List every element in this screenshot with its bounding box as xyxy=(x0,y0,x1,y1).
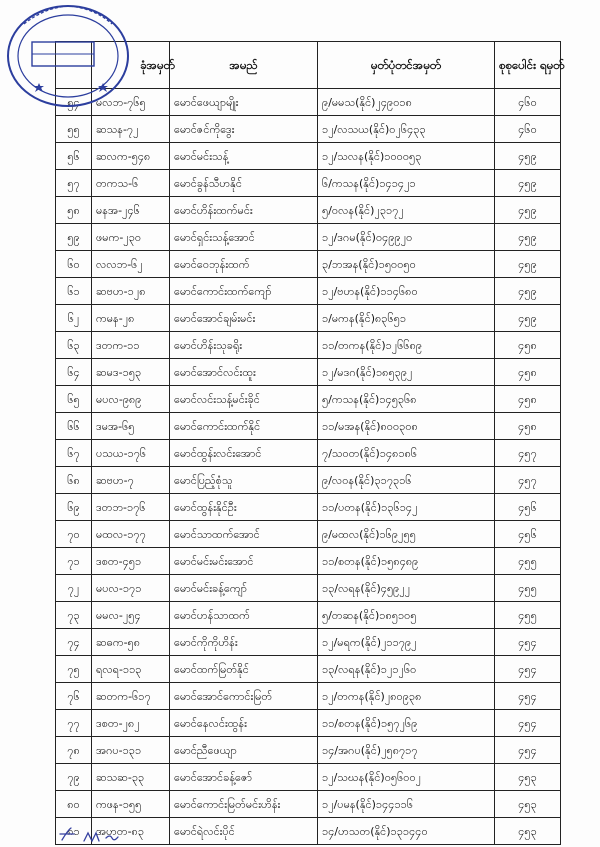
cell-name: မောင်ကောင်းထက်ကျော် xyxy=(170,278,318,305)
cell-name: မောင်လင်းသန့်မင်းခိုင် xyxy=(170,386,318,413)
cell-serial: ၆၃ xyxy=(56,332,92,359)
cell-serial: ၅၇ xyxy=(56,170,92,197)
table-row xyxy=(56,413,561,440)
cell-name: မောင်ဟန်သာထက် xyxy=(170,602,318,629)
cell-roll-number: မပလ-၁၇၁ xyxy=(92,575,170,602)
cell-serial: ၇၇ xyxy=(56,710,92,737)
cell-serial: ၇၁ xyxy=(56,548,92,575)
cell-total-score: ၄၅၃ xyxy=(495,818,561,845)
cell-total-score: ၄၅၉ xyxy=(495,143,561,170)
table-row xyxy=(56,224,561,251)
table-row xyxy=(56,359,561,386)
table-row xyxy=(56,278,561,305)
table-row xyxy=(56,305,561,332)
header-nrc: မှတ်ပုံတင်အမှတ် xyxy=(318,42,495,89)
cell-total-score: ၄၅၉ xyxy=(495,170,561,197)
cell-serial: ၆၉ xyxy=(56,494,92,521)
cell-name: မောင်ဇင်ကိုဒွေး xyxy=(170,116,318,143)
cell-serial: ၅၅ xyxy=(56,116,92,143)
cell-name: မောင်ဝေဘုန်းထက် xyxy=(170,251,318,278)
cell-roll-number: ဆဗဟ-၇ xyxy=(92,467,170,494)
cell-total-score: ၄၅၈ xyxy=(495,359,561,386)
cell-name: မောင်ထက်မြတ်နိုင် xyxy=(170,656,318,683)
table-row xyxy=(56,143,561,170)
cell-serial: ၇၃ xyxy=(56,602,92,629)
cell-roll-number: မမလ-၂၅၄ xyxy=(92,602,170,629)
table-row xyxy=(56,440,561,467)
cell-roll-number: မလဘ-၇၆၅ xyxy=(92,89,170,116)
table-row xyxy=(56,575,561,602)
cell-nrc: ၃/ဘအန(နိုင်)၁၅၀၀၅၀ xyxy=(318,251,495,278)
cell-name: မောင်သာထက်အောင် xyxy=(170,521,318,548)
cell-total-score: ၄၅၅ xyxy=(495,602,561,629)
cell-nrc: ၁၃/လရန(နိုင်)၁၂၁၂၆၀ xyxy=(318,656,495,683)
cell-serial: ၇၀ xyxy=(56,521,92,548)
cell-total-score: ၄၅၅ xyxy=(495,575,561,602)
cell-name: မောင်အောင်ချမ်းမင်း xyxy=(170,305,318,332)
table-row xyxy=(56,251,561,278)
cell-name: မောင်အောင်ခန့်ဇော် xyxy=(170,764,318,791)
cell-total-score: ၄၅၃ xyxy=(495,764,561,791)
cell-serial: ၇၆ xyxy=(56,683,92,710)
cell-name: မောင်မင်းခန့်ကျော် xyxy=(170,575,318,602)
table-row xyxy=(56,494,561,521)
cell-serial: ၇၄ xyxy=(56,629,92,656)
cell-total-score: ၄၅၄ xyxy=(495,683,561,710)
cell-total-score: ၄၅၃ xyxy=(495,791,561,818)
cell-roll-number: မပလ-၉၈၉ xyxy=(92,386,170,413)
cell-nrc: ၁၂/ဗဟန(နိုင်)၁၁၄၆၈၀ xyxy=(318,278,495,305)
table-row xyxy=(56,764,561,791)
cell-total-score: ၄၆၀ xyxy=(495,116,561,143)
cell-serial: ၇၈ xyxy=(56,737,92,764)
cell-name: မောင်ထွန်းနိုင်ဦး xyxy=(170,494,318,521)
cell-total-score: ၄၅၉ xyxy=(495,251,561,278)
cell-serial: ၅၉ xyxy=(56,224,92,251)
cell-serial: ၆၆ xyxy=(56,413,92,440)
cell-nrc: ၁၁/မအန(နိုင်)၈၀၀၃၀၈ xyxy=(318,413,495,440)
cell-nrc: ၅/တဆန(နိုင်)၁၈၅၁၀၅ xyxy=(318,602,495,629)
results-table xyxy=(55,41,565,845)
table-row xyxy=(56,791,561,818)
cell-serial: ၆၈ xyxy=(56,467,92,494)
cell-nrc: ၁၁/စတန(နိုင်)၁၅၈၄၈၉ xyxy=(318,548,495,575)
cell-nrc: ၉/လဝန(နိုင်)၃၁၇၃၁၆ xyxy=(318,467,495,494)
table-row xyxy=(56,683,561,710)
header-name: အမည် xyxy=(170,42,318,89)
cell-name: မောင်နေလင်းထွန်း xyxy=(170,710,318,737)
header-total-score: စုစုပေါင်း ရမှတ် xyxy=(495,42,561,89)
cell-roll-number: ဒတက-၁၁ xyxy=(92,332,170,359)
cell-name: မောင်ဟိန်းထက်မင်း xyxy=(170,197,318,224)
cell-name: မောင်ပြည့်စုံသူ xyxy=(170,467,318,494)
table-row xyxy=(56,332,561,359)
cell-name: မောင်ရှင်းသန့်အောင် xyxy=(170,224,318,251)
table-body xyxy=(56,89,561,845)
cell-total-score: ၄၅၉ xyxy=(495,278,561,305)
cell-nrc: ၉/မထလ(နိုင်)၁၆၉၂၅၅ xyxy=(318,521,495,548)
cell-serial: ၆၅ xyxy=(56,386,92,413)
cell-roll-number: မထလ-၁၇၇ xyxy=(92,521,170,548)
cell-total-score: ၄၅၄ xyxy=(495,737,561,764)
cell-nrc: ၅/ကသန(နိုင်)၁၄၅၃၆၈ xyxy=(318,386,495,413)
cell-roll-number: ကမန-၂၈ xyxy=(92,305,170,332)
table-row xyxy=(56,656,561,683)
cell-serial: ၇၉ xyxy=(56,764,92,791)
cell-nrc: ၁၂/တကန(နိုင်)၂၈၀၉၃၈ xyxy=(318,683,495,710)
cell-total-score: ၄၅၉ xyxy=(495,197,561,224)
table-row xyxy=(56,521,561,548)
table-row xyxy=(56,548,561,575)
cell-roll-number: ဆသဆ-၃၃ xyxy=(92,764,170,791)
table-row xyxy=(56,170,561,197)
cell-roll-number: ပသယ-၁၇၆ xyxy=(92,440,170,467)
cell-total-score: ၄၅၉ xyxy=(495,224,561,251)
cell-nrc: ၇/သဝတ(နိုင်)၁၄၈၁၈၆ xyxy=(318,440,495,467)
cell-nrc: ၁၃/လရန(နိုင်)၄၅၉၂၂ xyxy=(318,575,495,602)
cell-nrc: ၁၂/ပမန(နိုင်)၁၄၄၁၁၆ xyxy=(318,791,495,818)
cell-roll-number: ကဖန-၁၅၅ xyxy=(92,791,170,818)
cell-nrc: ၁၂/သလန(နိုင်)၁၀၀၀၅၃ xyxy=(318,143,495,170)
table-row xyxy=(56,116,561,143)
cell-total-score: ၄၅၅ xyxy=(495,548,561,575)
cell-roll-number: ဆလက-၅၄၈ xyxy=(92,143,170,170)
cell-name: မောင်မင်းမင်းအောင် xyxy=(170,548,318,575)
cell-total-score: ၄၅၆ xyxy=(495,521,561,548)
cell-name: မောင်ဖေယျာမျိုး xyxy=(170,89,318,116)
cell-total-score: ၄၅၉ xyxy=(495,305,561,332)
cell-nrc: ၁၄/အဂပ(နိုင်)၂၅၈၇၁၇ xyxy=(318,737,495,764)
cell-serial: ၆၄ xyxy=(56,359,92,386)
cell-total-score: ၄၅၈ xyxy=(495,413,561,440)
cell-roll-number: မနအ-၂၄၆ xyxy=(92,197,170,224)
table-row xyxy=(56,467,561,494)
cell-name: မောင်ရဲလင်းပိုင် xyxy=(170,818,318,845)
signature xyxy=(58,826,138,846)
cell-roll-number: တကသ-၆ xyxy=(92,170,170,197)
cell-serial: ၆၁ xyxy=(56,278,92,305)
cell-name: မောင်ကောင်းမြတ်မင်းဟိန်း xyxy=(170,791,318,818)
header-roll-number: ခုံအမှတ် xyxy=(92,42,170,89)
cell-nrc: ၁၁/ပတန(နိုင်)၁၃၆၁၄၂ xyxy=(318,494,495,521)
cell-serial: ၅၈ xyxy=(56,197,92,224)
cell-roll-number: ဆဗဟ-၁၂၈ xyxy=(92,278,170,305)
cell-name: မောင်ကောင်းထက်နိုင် xyxy=(170,413,318,440)
cell-nrc: ၁၁/တကန(နိုင်)၁၂၆၆၈၉ xyxy=(318,332,495,359)
table-row xyxy=(56,629,561,656)
cell-name: မောင်ကိုကိုဟိန်း xyxy=(170,629,318,656)
cell-nrc: ၁/မကန(နိုင်)၈၃၆၅၁ xyxy=(318,305,495,332)
cell-serial: ၆၀ xyxy=(56,251,92,278)
cell-nrc: ၉/မမသ(နိုင်)၂၄၉၀၁၈ xyxy=(318,89,495,116)
cell-serial: ၆၇ xyxy=(56,440,92,467)
cell-roll-number: ဖမက-၂၃၀ xyxy=(92,224,170,251)
cell-nrc: ၁၂/သဃန(နိုင်)၀၅၆၀၀၂ xyxy=(318,764,495,791)
cell-serial: ၇၂ xyxy=(56,575,92,602)
cell-roll-number: ဆမဒ-၁၅၃ xyxy=(92,359,170,386)
cell-total-score: ၄၅၇ xyxy=(495,440,561,467)
cell-serial: ၇၅ xyxy=(56,656,92,683)
cell-serial: ၅၆ xyxy=(56,143,92,170)
cell-roll-number: ဒစတ-၄၅၁ xyxy=(92,548,170,575)
cell-nrc: ၅/၀လန(နိုင်)၂၃၁၇၂ xyxy=(318,197,495,224)
cell-roll-number: ဒစတ-၂၈၂ xyxy=(92,710,170,737)
cell-roll-number: အဟတ-၈၃ xyxy=(92,818,170,845)
table-row xyxy=(56,386,561,413)
table-row xyxy=(56,197,561,224)
cell-nrc: ၁၂/မရက(နိုင်)၂၁၁၇၉၂ xyxy=(318,629,495,656)
cell-total-score: ၄၅၄ xyxy=(495,710,561,737)
cell-roll-number: အဂပ-၁၃၁ xyxy=(92,737,170,764)
cell-roll-number: လလဘ-၆၂ xyxy=(92,251,170,278)
cell-total-score: ၄၅၇ xyxy=(495,467,561,494)
cell-roll-number: ဒမအ-၆၅ xyxy=(92,413,170,440)
cell-name: မောင်ထွန်းလင်းအောင် xyxy=(170,440,318,467)
cell-nrc: ၁၂/မဒဂ(နိုင်)၁၈၅၃၉၂ xyxy=(318,359,495,386)
cell-name: မောင်အောင်ကောင်းမြတ် xyxy=(170,683,318,710)
cell-total-score: ၄၅၈ xyxy=(495,386,561,413)
cell-name: မောင်ဟိန်းသုခရိုး xyxy=(170,332,318,359)
cell-total-score: ၄၅၈ xyxy=(495,332,561,359)
cell-nrc: ၁၄/ဟသတ(နိုင်)၁၃၁၄၄၀ xyxy=(318,818,495,845)
seal-stamp xyxy=(2,2,142,114)
cell-total-score: ၄၅၄ xyxy=(495,629,561,656)
cell-nrc: ၁၂/ဒဂမ(နိုင်)၀၄၉၉၂၀ xyxy=(318,224,495,251)
cell-serial: ၆၂ xyxy=(56,305,92,332)
cell-name: မောင်ခွန်သီဟနိုင် xyxy=(170,170,318,197)
cell-nrc: ၁၁/စတန(နိုင်)၁၅၇၂၆၉ xyxy=(318,710,495,737)
cell-roll-number: ဆတက-၆၁၇ xyxy=(92,683,170,710)
cell-roll-number: ရလရ-၁၁၃ xyxy=(92,656,170,683)
cell-roll-number: ဆသန-၇၂ xyxy=(92,116,170,143)
cell-name: မောင်အောင်လင်းထူး xyxy=(170,359,318,386)
cell-total-score: ၄၅၆ xyxy=(495,494,561,521)
table-row xyxy=(56,710,561,737)
cell-name: မောင်မင်းသန့် xyxy=(170,143,318,170)
table-row xyxy=(56,737,561,764)
cell-total-score: ၄၆၀ xyxy=(495,89,561,116)
table-row xyxy=(56,602,561,629)
cell-nrc: ၁၂/လသယ(နိုင်)၀၂၆၄၃၃ xyxy=(318,116,495,143)
cell-nrc: ၆/ကသန(နိုင်)၁၄၁၄၂၁ xyxy=(318,170,495,197)
cell-total-score: ၄၅၄ xyxy=(495,656,561,683)
cell-serial: ၈၀ xyxy=(56,791,92,818)
cell-name: မောင်ညီဖေယျာ xyxy=(170,737,318,764)
cell-serial: ၅၄ xyxy=(56,89,92,116)
cell-roll-number: ဒတဘ-၁၇၆ xyxy=(92,494,170,521)
cell-serial: ၈၁ xyxy=(56,818,92,845)
cell-roll-number: ဆဓက-၅၈ xyxy=(92,629,170,656)
